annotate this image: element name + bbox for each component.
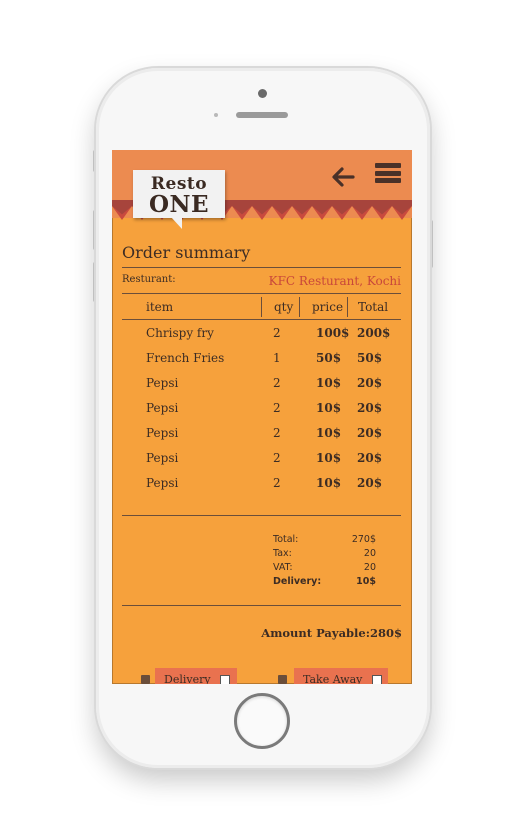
column-header-total: Total	[358, 300, 389, 314]
column-separator	[261, 297, 262, 317]
takeaway-checkbox[interactable]	[372, 675, 382, 684]
column-header-price: price	[312, 300, 344, 314]
back-arrow-icon[interactable]	[330, 164, 356, 190]
row-qty: 2	[273, 376, 281, 390]
logo-text-line1: Resto	[150, 174, 208, 194]
row-item: French Fries	[146, 351, 225, 365]
restaurant-name: KFC Resturant, Kochi	[268, 274, 401, 288]
table-row	[112, 326, 412, 346]
summary-delivery-label: Delivery:	[273, 576, 322, 587]
row-qty: 2	[273, 426, 281, 440]
row-total: 20$	[357, 401, 383, 415]
row-price: 50$	[316, 351, 342, 365]
row-qty: 2	[273, 476, 281, 490]
summary-tax-label: Tax:	[273, 548, 292, 559]
row-item: Pepsi	[146, 401, 179, 415]
summary-vat-value: 20	[363, 562, 376, 573]
app-screen	[112, 150, 412, 684]
row-total: 20$	[357, 376, 383, 390]
restaurant-label: Resturant:	[122, 274, 176, 285]
amount-payable: Amount Payable:280$	[261, 626, 402, 640]
row-total: 20$	[357, 476, 383, 490]
row-total: 20$	[357, 426, 383, 440]
home-button[interactable]	[234, 693, 290, 749]
table-header-divider	[122, 319, 401, 320]
row-item: Chrispy fry	[146, 326, 214, 340]
table-row	[112, 401, 412, 421]
table-row	[112, 426, 412, 446]
summary-tax-value: 20	[363, 548, 376, 559]
row-total: 50$	[357, 351, 383, 365]
table-row	[112, 376, 412, 396]
takeaway-option[interactable]	[294, 668, 388, 684]
summary-total-value: 270$	[351, 534, 376, 545]
table-row	[112, 451, 412, 471]
column-header-item: item	[146, 300, 174, 314]
row-item: Pepsi	[146, 451, 179, 465]
delivery-icon	[141, 675, 150, 684]
row-item: Pepsi	[146, 476, 179, 490]
row-total: 20$	[357, 451, 383, 465]
divider	[122, 293, 401, 294]
divider	[122, 515, 401, 516]
summary-total-label: Total:	[273, 534, 299, 545]
row-item: Pepsi	[146, 426, 179, 440]
table-row	[112, 476, 412, 496]
row-qty: 2	[273, 401, 281, 415]
row-price: 10$	[316, 451, 342, 465]
takeaway-bag-icon	[278, 675, 287, 684]
row-qty: 1	[273, 351, 281, 365]
row-qty: 2	[273, 326, 281, 340]
row-price: 10$	[316, 476, 342, 490]
row-total: 200$	[357, 326, 391, 340]
front-camera-icon	[258, 89, 267, 98]
logo-text-line2: ONE	[148, 191, 210, 218]
column-separator	[299, 297, 300, 317]
row-qty: 2	[273, 451, 281, 465]
divider	[122, 605, 401, 606]
resto-one-logo	[133, 170, 225, 218]
row-price: 100$	[316, 326, 350, 340]
delivery-checkbox[interactable]	[220, 675, 230, 684]
row-price: 10$	[316, 401, 342, 415]
row-price: 10$	[316, 376, 342, 390]
row-item: Pepsi	[146, 376, 179, 390]
page-title: Order summary	[122, 243, 251, 262]
column-separator	[347, 297, 348, 317]
delivery-option-label: Delivery	[164, 673, 211, 684]
hamburger-menu-icon[interactable]	[375, 163, 401, 189]
row-price: 10$	[316, 426, 342, 440]
table-row	[112, 351, 412, 371]
divider	[122, 267, 401, 268]
proximity-sensor	[214, 113, 218, 117]
delivery-option[interactable]	[155, 668, 237, 684]
takeaway-option-label: Take Away	[303, 673, 363, 684]
summary-delivery-value: 10$	[356, 576, 376, 587]
earpiece-speaker	[236, 112, 288, 118]
column-header-qty: qty	[274, 300, 294, 314]
summary-vat-label: VAT:	[273, 562, 293, 573]
